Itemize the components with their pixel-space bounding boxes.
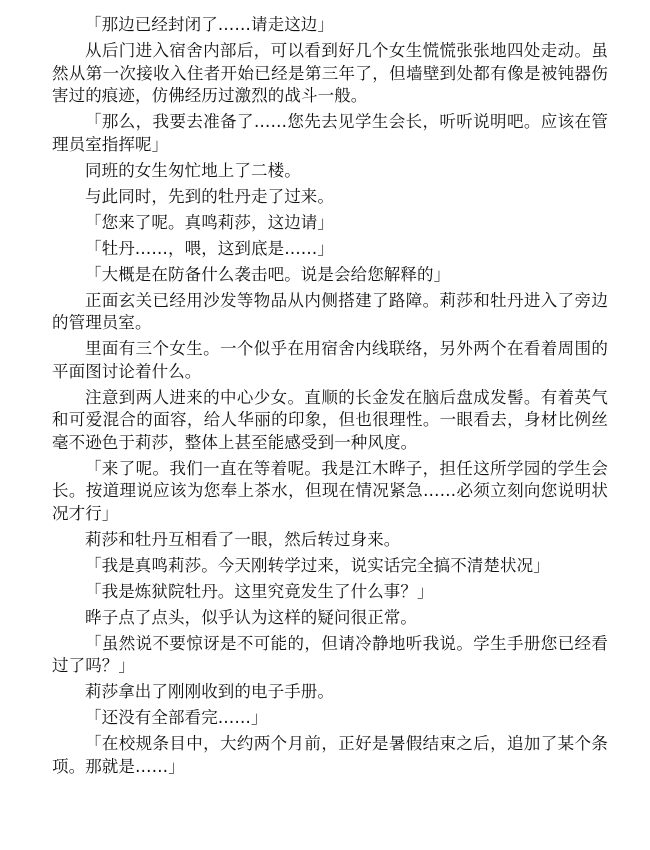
paragraph-15: 「我是炼狱院牡丹。这里究竟发生了什么事？」 <box>85 581 434 601</box>
paragraph-11: 注意到两人进来的中心少女。直顺的长金发在脑后盘成发髻。有着英气和可爱混合的面容，给人华丽的印象，但也很理性。一眼看去，身材比例丝毫不逊色于莉莎，整体上甚至能感受到一种风度。 <box>52 387 608 452</box>
paragraph-9: 正面玄关已经用沙发等物品从内侧搭建了路障。莉莎和牡丹进入了旁边的管理员室。 <box>52 290 608 332</box>
paragraph-16: 晔子点了点头，似乎认为这样的疑问很正常。 <box>85 607 417 627</box>
paragraph-3: 「那么，我要去准备了……您先去见学生会长，听听说明吧。应该在管理员室指挥呢」 <box>52 112 608 154</box>
paragraph-8: 「大概是在防备什么袭击吧。说是会给您解释的」 <box>85 264 451 284</box>
paragraph-10: 里面有三个女生。一个似乎在用宿舍内线联络，另外两个在看着周围的平面图讨论着什么。 <box>52 339 608 381</box>
paragraph-5: 与此同时，先到的牡丹走了过来。 <box>85 186 334 206</box>
paragraph-17: 「虽然说不要惊讶是不可能的，但请冷静地听我说。学生手册您已经看过了吗？」 <box>52 633 608 675</box>
paragraph-13: 莉莎和牡丹互相看了一眼，然后转过身来。 <box>85 529 401 549</box>
paragraph-18: 莉莎拿出了刚刚收到的电子手册。 <box>85 682 334 701</box>
paragraph-14: 「我是真鸣莉莎。今天刚转学过来，说实话完全搞不清楚状况」 <box>85 555 550 575</box>
paragraph-4: 同班的女生匆忙地上了二楼。 <box>85 160 301 180</box>
paragraph-19: 「还没有全部看完……」 <box>85 708 268 727</box>
paragraph-12: 「来了呢。我们一直在等着呢。我是江木晔子，担任这所学园的学生会长。按道理说应该为您奉上茶水，但现在情况紧急……必须立刻向您说明状况才行」 <box>52 458 608 523</box>
paragraph-20: 「在校规条目中，大约两个月前，正好是暑假结束之后，追加了某个条项。那就是……」 <box>52 734 608 776</box>
paragraph-1: 「那边已经封闭了……请走这边」 <box>85 15 334 34</box>
paragraph-2: 从后门进入宿舍内部后，可以看到好几个女生慌慌张张地四处走动。虽然从第一次接收入住者开始已经是第三年了，但墙壁到处都有像是被钝器伤害过的痕迹，仿佛经历过激烈的战斗一般。 <box>52 41 608 105</box>
novel-page <box>52 14 608 782</box>
paragraph-7: 「牡丹……，喂，这到底是……」 <box>85 238 334 258</box>
paragraph-6: 「您来了呢。真鸣莉莎，这边请」 <box>85 212 334 232</box>
